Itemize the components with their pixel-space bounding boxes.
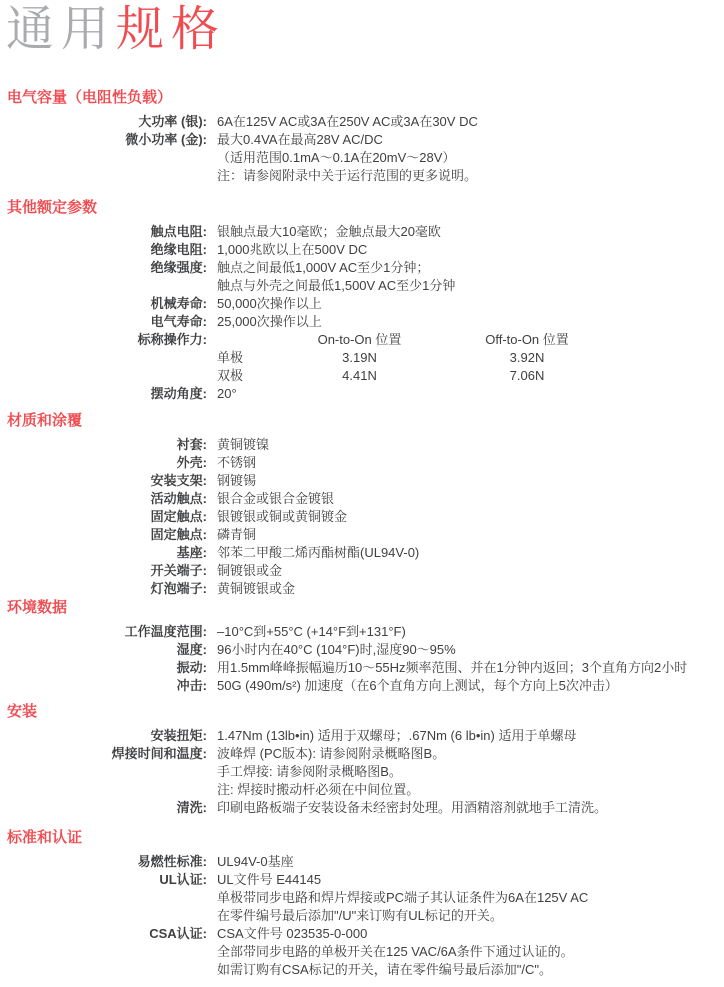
section [7,198,724,403]
value-line: 96小时内在40°C (104°F)时,湿度90～95% [217,642,456,657]
row-value [217,508,724,526]
spec-row [7,454,724,472]
value-line: –10°C到+55°C (+14°F到+131°F) [217,624,406,639]
row-value [217,526,724,544]
row-value [217,623,724,641]
row-value [217,295,724,313]
value-line: 25,000次操作以上 [217,314,322,329]
row-value [217,853,724,871]
section-heading: 环境数据 [7,599,68,616]
section-heading: 标准和认证 [7,829,83,846]
row-value [217,544,724,562]
force-table-header-row [217,331,724,349]
row-value [217,799,724,817]
row-label: 电气寿命: [150,314,207,329]
value-line: 50,000次操作以上 [217,296,322,311]
row-value [217,436,724,454]
row-label: 焊接时间和温度: [111,746,207,761]
row-value [217,385,724,403]
force-value: 3.19N [342,350,377,365]
force-table-col-header: On-to-On 位置 [317,332,402,347]
row-label: 灯泡端子: [150,581,207,596]
row-value [217,313,724,331]
value-line: 银合金或银合金镀银 [217,491,335,506]
row-value [217,677,724,695]
spec-row [7,727,724,745]
value-line: 印刷电路板端子安装设备未经密封处理。用酒精溶剂就地手工清洗。 [217,800,608,815]
spec-row [7,223,724,241]
row-label: 安装支架: [150,473,207,488]
row-value [217,745,724,799]
value-line: 银镀银或铜或黄铜镀金 [217,509,348,524]
spec-row [7,745,724,799]
row-value [217,871,724,925]
spec-row [7,436,724,454]
spec-row [7,659,724,677]
spec-row [7,562,724,580]
section-heading: 其他额定参数 [7,199,98,216]
row-value [217,490,724,508]
spec-row [7,295,724,313]
spec-row [7,385,724,403]
row-value [217,580,724,598]
value-line: 铜镀银或金 [217,563,283,578]
force-row-name: 单极 [217,350,244,365]
force-table [217,331,724,385]
row-value [217,259,724,295]
row-label: 触点电阻: [150,224,207,239]
value-line: 最大0.4VA在最高28V AC/DC [217,132,383,147]
value-line: 钢镀锡 [217,473,257,488]
value-line: 触点之间最低1,000V AC至少1分钟； [217,260,430,275]
page-title [6,0,226,60]
spec-row [7,853,724,871]
spec-row [7,313,724,331]
row-label: 外壳: [176,455,207,470]
row-label: 冲击: [176,678,207,693]
spec-row [7,925,724,979]
spec-row [7,526,724,544]
spec-row [7,677,724,695]
force-row-name: 双极 [217,368,244,383]
value-line: 触点与外壳之间最低1,500V AC至少1分钟 [217,278,456,293]
value-line: 不锈钢 [217,455,257,470]
row-value [217,925,724,979]
section-heading: 电气容量（电阻性负载） [7,89,173,106]
spec-row [7,241,724,259]
value-line: 银触点最大10毫欧；金触点最大20毫欧 [217,224,441,239]
value-line: 1,000兆欧以上在500V DC [217,242,368,257]
row-label: UL认证: [159,872,207,887]
section [7,411,724,598]
spec-row [7,490,724,508]
value-line: 如需订购有CSA标记的开关，请在零件编号最后添加"/C"。 [217,962,552,977]
section [7,598,724,695]
row-value [217,727,724,745]
force-value: 4.41N [342,368,377,383]
value-line: 单极带同步电路和焊片焊接或PC端子其认证条件为6A在125V AC [217,890,589,905]
row-value [217,131,724,185]
row-label: 微小功率 (金): [125,132,207,147]
row-value [217,241,724,259]
row-value [217,562,724,580]
row-label: 绝缘电阻: [150,242,207,257]
value-line: 黄铜镀镍 [217,437,270,452]
row-value [217,641,724,659]
row-value [217,472,724,490]
page-title-red-part: 规格 [116,3,227,56]
row-label: 摆动角度: [150,386,207,401]
row-label: 安装扭矩: [150,728,207,743]
row-value [217,659,724,677]
value-line: 黄铜镀银或金 [217,581,296,596]
row-label: 湿度: [176,642,207,657]
value-line: UL94V-0基座 [217,854,294,869]
value-line: 20° [217,386,237,401]
value-line: （适用范围0.1mA～0.1A在20mV～28V） [217,150,456,165]
value-line: CSA文件号 023535-0-000 [217,926,368,941]
row-label: 固定触点: [150,509,207,524]
row-label: 固定触点: [150,527,207,542]
section [7,702,724,817]
spec-row [7,113,724,131]
section [7,828,724,979]
row-label: 易燃性标准: [137,854,207,869]
page-title-gray-part: 通用 [6,3,117,56]
spec-row [7,544,724,562]
spec-row [7,580,724,598]
section-heading: 安装 [7,703,38,720]
value-line: 用1.5mm峰峰振幅遍历10～55Hz频率范围、并在1分钟内返回；3个直角方向2小时 [217,660,688,675]
spec-row [7,871,724,925]
spec-row [7,131,724,185]
row-label: 绝缘强度: [150,260,207,275]
value-line: UL文件号 E44145 [217,872,322,887]
row-value [217,331,724,385]
value-line: 50G (490m/s²) 加速度（在6个直角方向上测试，每个方向上5次冲击） [217,678,618,693]
row-label: 开关端子: [150,563,207,578]
row-label: 基座: [176,545,207,560]
force-table-col-header: Off-to-On 位置 [485,332,569,347]
row-label: 机械寿命: [150,296,207,311]
row-label: 衬套: [176,437,207,452]
row-label: 标称操作力: [137,332,207,347]
value-line: 在零件编号最后添加"/U"来订购有UL标记的开关。 [217,908,503,923]
spec-row [7,259,724,295]
value-line: 1.47Nm (13lb•in) 适用于双螺母；.67Nm (6 lb•in) 适用于单螺母 [217,728,577,743]
row-label: 大功率 (银): [138,114,207,129]
row-label: 活动触点: [150,491,207,506]
section-heading: 材质和涂覆 [7,412,83,429]
spec-row [7,799,724,817]
force-value: 3.92N [509,350,545,365]
force-table-row [217,367,724,385]
value-line: 注：请参阅附录中关于运行范围的更多说明。 [217,168,478,183]
row-label: 清洗: [176,800,207,815]
row-value [217,454,724,472]
spec-row [7,623,724,641]
value-line: 手工焊接: 请参阅附录概略图B。 [217,764,402,779]
row-label: CSA认证: [149,926,207,941]
value-line: 全部带同步电路的单极开关在125 VAC/6A条件下通过认证的。 [217,944,574,959]
value-line: 磷青铜 [217,527,257,542]
row-value [217,113,724,131]
value-line: 波峰焊 (PC版本): 请参阅附录概略图B。 [217,746,446,761]
spec-row [7,331,724,385]
section [7,88,724,185]
spec-row [7,472,724,490]
spec-row [7,508,724,526]
value-line: 邻苯二甲酸二烯丙酯树酯(UL94V-0) [217,545,420,560]
spec-row [7,641,724,659]
value-line: 6A在125V AC或3A在250V AC或3A在30V DC [217,114,478,129]
force-value: 7.06N [509,368,545,383]
row-value [217,223,724,241]
value-line: 注: 焊接时搬动杆必须在中间位置。 [217,782,420,797]
row-label: 工作温度范围: [124,624,207,639]
row-label: 振动: [176,660,207,675]
force-table-row [217,349,724,367]
force-table-corner [217,331,272,349]
